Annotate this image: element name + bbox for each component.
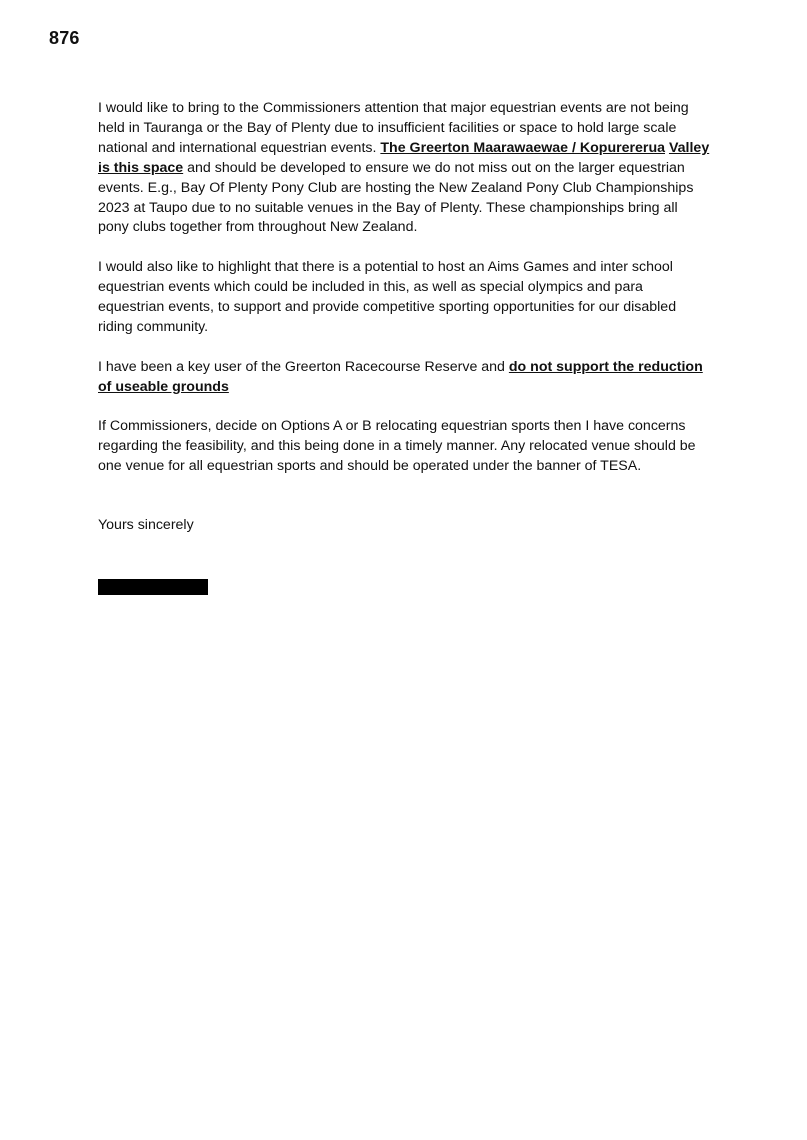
paragraph-1-text-before: I would like to bring to the Commissioners attention that major equestrian events are not being held in Tauranga or the Bay of Plenty due to insufficient facilities or space to hold large scale national and international equestrian events. bbox=[98, 100, 689, 156]
page-number: 876 bbox=[49, 28, 80, 48]
paragraph-2: I would also like to highlight that there is a potential to host an Aims Games and inter school equestrian events which could be included in this, as well as special olympics and para equestrian events, to support and provide competitive sporting opportunities for our disabled riding community. bbox=[98, 259, 677, 335]
paragraph-1-text-after: and should be developed to ensure we do not miss out on the larger equestrian events. E.g., Bay Of Plenty Pony Club are hosting the New Zealand Pony Club Championships 2023 at Taupo due to no suitable venues in the Bay of Plenty. These championships bring all pony clubs together from throughout New Zealand. bbox=[98, 159, 694, 236]
paragraph-3 bbox=[98, 358, 712, 398]
paragraph-3-emphasis: do not support the reduction of useable grounds bbox=[98, 358, 703, 395]
paragraph-1-emphasis-space: Valley is this space bbox=[98, 139, 710, 176]
redacted-signature-block bbox=[98, 579, 208, 595]
closing-salutation: Yours sincerely bbox=[98, 517, 194, 534]
paragraph-1-emphasis-location: The Greerton Maarawaewae / Kopurererua bbox=[380, 139, 666, 156]
paragraph-3-text-before: I have been a key user of the Greerton Racecourse Reserve and bbox=[98, 358, 509, 375]
paragraph-1 bbox=[98, 99, 712, 238]
letter-body bbox=[98, 99, 712, 556]
paragraph-4: If Commissioners, decide on Options A or B relocating equestrian sports then I have concerns regarding the feasibility, and this being done in a timely manner. Any relocated venue should be one venue for all equestrian sports and should be operated under the banner of TESA. bbox=[98, 418, 696, 475]
